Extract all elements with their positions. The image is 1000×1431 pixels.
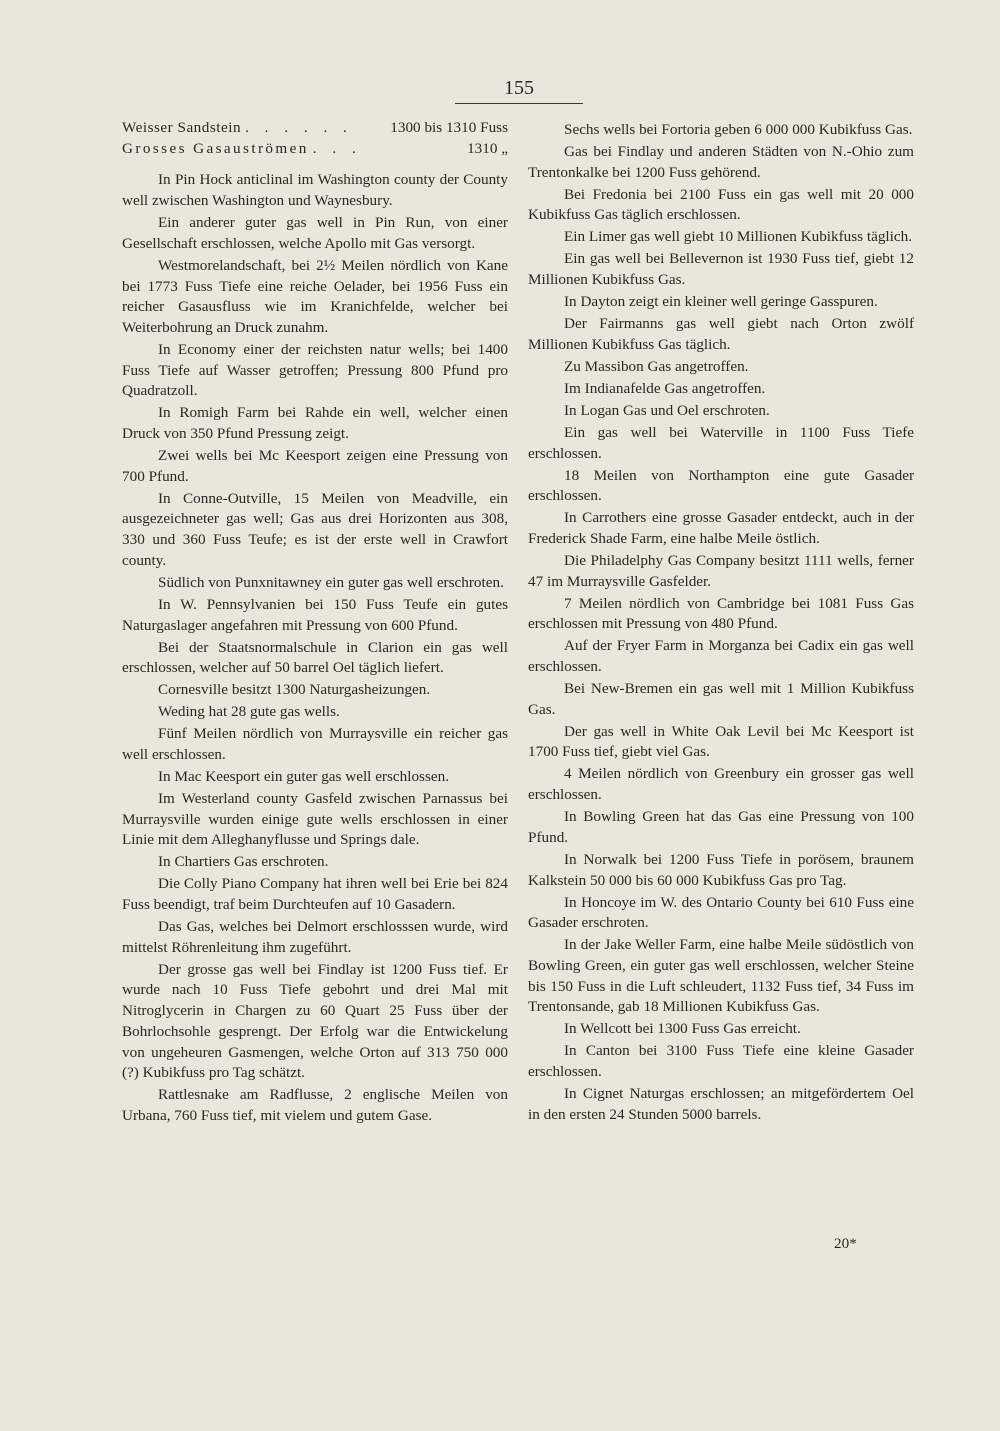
paragraph: Der gas well in White Oak Levil bei Mc Keesport ist 1700 Fuss tief, giebt viel Gas.: [528, 722, 914, 761]
paragraph: In Dayton zeigt ein kleiner well geringe Gasspuren.: [564, 293, 878, 311]
paragraph: Ein anderer guter gas well in Pin Run, von einer Gesellschaft erschlossen, welche Apollo mit Gas versorgt.: [122, 214, 508, 252]
paragraph: Fünf Meilen nördlich von Murraysville ein reicher gas well erschlossen.: [122, 725, 508, 763]
paragraph: In Mac Keesport ein guter gas well erschlossen.: [158, 767, 450, 785]
paragraph: Der grosse gas well bei Findlay ist 1200 Fuss tief. Er wurde nach 10 Fuss Tiefe gebohrt und drei Mal mit Nitroglycerin in Chargen zu 60 Quart 25 Fuss über der Bohrlochsohle gesprengt. Der Erfolg war die Entwickelung von ungeheuren Gasmengen, welche Orton auf 313 750 000 (?) Kubikfuss pro Tag schätzt.: [122, 960, 508, 1082]
paragraph: Auf der Fryer Farm in Morganza bei Cadix ein gas well erschlossen.: [528, 637, 914, 676]
paragraph: In W. Pennsylvanien bei 150 Fuss Teufe ein gutes Naturgaslager angefahren mit Pressung von 600 Pfund.: [122, 595, 508, 634]
paragraph: Rattlesnake am Radflusse, 2 englische Meilen von Urbana, 760 Fuss tief, mit vielem und gutem Gase.: [122, 1086, 508, 1124]
right-column: [528, 120, 914, 1127]
paragraph: In Honcoye im W. des Ontario County bei 610 Fuss eine Gasader erschroten.: [528, 893, 914, 932]
paragraph: Der Fairmanns gas well giebt nach Orton zwölf Millionen Kubikfuss Gas täglich.: [528, 315, 914, 353]
paragraph: Sechs wells bei Fortoria geben 6 000 000 Kubikfuss Gas.: [564, 121, 913, 138]
paragraph: Cornesville besitzt 1300 Naturgasheizungen.: [158, 681, 431, 699]
row-label: Grosses Gasauströmen: [122, 139, 309, 157]
paragraph: In Bowling Green hat das Gas eine Pressung von 100 Pfund.: [528, 808, 914, 846]
paragraph: In Pin Hock anticlinal im Washington county der County well zwischen Washington und Waynesbury.: [122, 171, 508, 210]
paragraph: Bei Fredonia bei 2100 Fuss ein gas well mit 20 000 Kubikfuss Gas täglich erschlossen.: [528, 185, 914, 224]
paragraph: 4 Meilen nördlich von Greenbury ein grosser gas well erschlossen.: [528, 765, 914, 804]
paragraph: Zwei wells bei Mc Keesport zeigen eine Pressung von 700 Pfund.: [122, 447, 508, 485]
paragraph: In Carrothers eine grosse Gasader entdeckt, auch in der Frederick Shade Farm, eine halbe Meile östlich.: [528, 509, 914, 547]
paragraph: Die Philadelphy Gas Company besitzt 1111 wells, ferner 47 im Murraysville Gasfelder.: [528, 551, 914, 590]
row-label: Weisser Sandstein: [122, 119, 242, 136]
row-value: 1310 „: [467, 139, 508, 157]
paragraph: In Romigh Farm bei Rahde ein well, welcher einen Druck von 350 Pfund Pressung zeigt.: [122, 404, 508, 443]
paragraph: Südlich von Punxnitawney ein guter gas well erschroten.: [158, 573, 504, 591]
page-number: 155: [504, 77, 534, 99]
paragraph: Zu Massibon Gas angetroffen.: [564, 357, 749, 375]
table-row: [122, 139, 508, 160]
paragraph: In Conne-Outville, 15 Meilen von Meadville, ein ausgezeichneter gas well; Gas aus drei Horizonten aus 308, 330 und 360 Fuss Teufe; es ist der erste well in Crawfort county.: [122, 489, 508, 569]
paragraph: In der Jake Weller Farm, eine halbe Meile südöstlich von Bowling Green, ein guter gas well erschlossen, welcher Steine bis 150 Fuss in die Luft schleudert, 1132 Fuss tief, 34 Fuss im Trentonsande, gab 18 Millionen Kubikfuss Gas.: [528, 936, 914, 1016]
paragraph: Ein gas well bei Waterville in 1100 Fuss Tiefe erschlossen.: [528, 423, 914, 462]
paragraph: In Chartiers Gas erschroten.: [158, 853, 329, 871]
paragraph: Ein Limer gas well giebt 10 Millionen Kubikfuss täglich.: [564, 228, 912, 246]
paragraph: Gas bei Findlay und anderen Städten von N.-Ohio zum Trentonkalke bei 1200 Fuss gehörend.: [528, 143, 914, 181]
paragraph: Die Colly Piano Company hat ihren well bei Erie bei 824 Fuss beendigt, traf beim Durchteufen auf 10 Gasadern.: [122, 875, 508, 914]
paragraph: 18 Meilen von Northampton eine gute Gasader erschlossen.: [528, 466, 914, 505]
paragraph: Weding hat 28 gute gas wells.: [158, 703, 340, 721]
paragraph: In Norwalk bei 1200 Fuss Tiefe in porösem, braunem Kalkstein 50 000 bis 60 000 Kubikfuss Gas pro Tag.: [528, 850, 914, 889]
paragraph: Ein gas well bei Bellevernon ist 1930 Fuss tief, giebt 12 Millionen Kubikfuss Gas.: [528, 250, 914, 289]
leader-dots: . . .: [312, 139, 362, 157]
paragraph: Im Indianafelde Gas angetroffen.: [564, 379, 766, 397]
paragraph: Das Gas, welches bei Delmort erschlosssen wurde, wird mittelst Röhrenleitung ihm zugeführt.: [122, 918, 508, 956]
left-column: [122, 118, 508, 1128]
signature-mark: 20*: [834, 1235, 857, 1252]
leader-dots: . . . . . .: [245, 119, 353, 136]
paragraph: Westmorelandschaft, bei 2½ Meilen nördlich von Kane bei 1773 Fuss Tiefe eine reiche Oelader, bei 1956 Fuss ein reicher Gasausfluss wie im Kranichfelde, welcher bei Weiterbohrung an Druck zunahm.: [122, 256, 508, 336]
paragraph: 7 Meilen nördlich von Cambridge bei 1081 Fuss Gas erschlossen mit Pressung von 480 Pfund.: [528, 594, 914, 633]
paragraph: Bei New-Bremen ein gas well mit 1 Million Kubikfuss Gas.: [528, 680, 914, 718]
paragraph: In Wellcott bei 1300 Fuss Gas erreicht.: [564, 1020, 801, 1038]
paragraph: In Cignet Naturgas erschlossen; an mitgefördertem Oel in den ersten 24 Stunden 5000 barrels.: [528, 1085, 914, 1123]
paragraph: In Economy einer der reichsten natur wells; bei 1400 Fuss Tiefe auf Wasser getroffen; Pressung 800 Pfund pro Quadratzoll.: [122, 340, 508, 400]
row-value: 1300 bis 1310 Fuss: [390, 119, 508, 136]
paragraph: In Logan Gas und Oel erschroten.: [564, 401, 770, 419]
paragraph: In Canton bei 3100 Fuss Tiefe eine kleine Gasader erschlossen.: [528, 1042, 914, 1081]
table-row: [122, 118, 508, 139]
header-rule: [455, 103, 583, 104]
paragraph: Bei der Staatsnormalschule in Clarion ein gas well erschlossen, welcher auf 50 barrel Oel täglich liefert.: [122, 638, 508, 677]
paragraph: Im Westerland county Gasfeld zwischen Parnassus bei Murraysville wurden einige gute wells erschlossen in einer Linie mit dem Alleghanyflusse und Springs dale.: [122, 789, 508, 849]
